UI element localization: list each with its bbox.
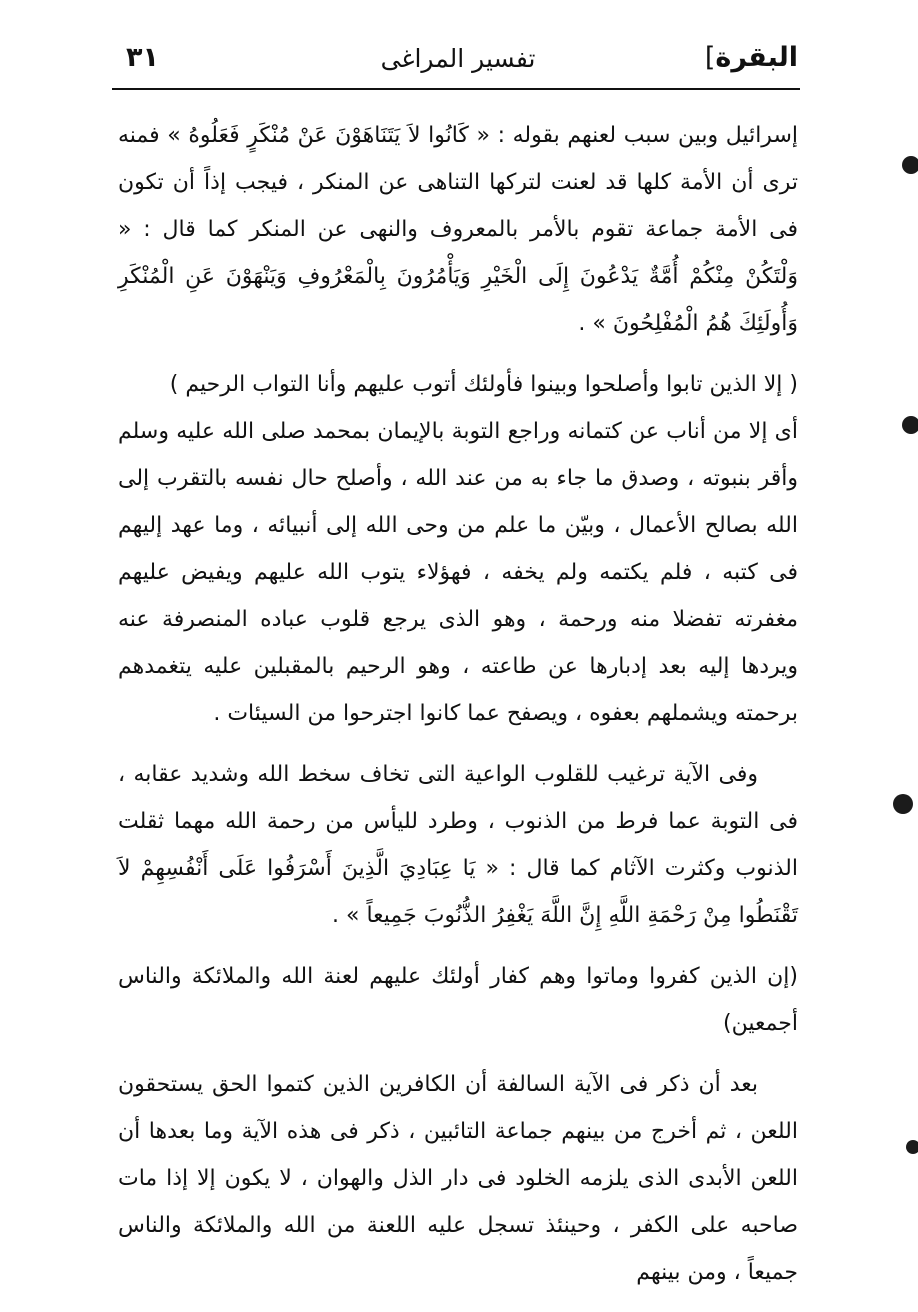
margin-mark [895, 796, 911, 812]
margin-mark [904, 418, 918, 432]
page-number: ٣١ [126, 42, 159, 73]
paragraph: أى إلا من أناب عن كتمانه وراجع التوبة بالإيمان بمحمد صلى الله عليه وسلم وأقر بنبوته ، وصدق ما جاء به من عند الله ، وأصلح حال نفسه بالتقرب إلى الله بصالح الأعمال ، وبيّن ما علم من وحى الله إلى أنبيائه ، وما عهد إليهم فى كتبه ، فلم يكتمه ولم يخفه ، فهؤلاء يتوب الله عليهم ويفيض عليهم مغفرته تفضلا منه ورحمة ، وهو الذى يرجع قلوب عباده المنصرفة عنه ويردها إليه بعد إدبارها عن طاعته ، وهو الرحيم بالمقبلين عليه يتغمدهم برحمته ويشملهم بعفوه ، ويصفح عما كانوا اجترحوا من السيئات . [118, 419, 798, 726]
book-title: تفسير المراغى [380, 44, 536, 73]
margin-mark [908, 1142, 918, 1152]
margin-mark [904, 158, 918, 172]
page-body [118, 112, 798, 1296]
surah-label: البقرة [715, 42, 798, 73]
surah-bracket: ] [704, 42, 716, 73]
verse-heading: ( إلا الذين تابوا وأصلحوا وبينوا فأولئك أتوب عليهم وأنا التواب الرحيم ) [169, 372, 798, 397]
paragraph: وفى الآية ترغيب للقلوب الواعية التى تخاف سخط الله وشديد عقابه ، فى التوبة عما فرط من الذنوب ، وطرد لليأس من رحمة الله مهما ثقلت الذنوب وكثرت الآثام كما قال : « يَا عِبَادِيَ الَّذِينَ أَسْرَفُوا عَلَى أَنْفُسِهِمْ لاَ تَقْنَطُوا مِنْ رَحْمَةِ اللَّهِ إِنَّ اللَّهَ يَغْفِرُ الذُّنُوبَ جَمِيعاً » . [118, 762, 798, 928]
verse-heading: (إن الذين كفروا وماتوا وهم كفار أولئك عليهم لعنة الله والملائكة والناس أجمعين) [118, 964, 798, 1036]
paragraph: بعد أن ذكر فى الآية السالفة أن الكافرين الذين كتموا الحق يستحقون اللعن ، ثم أخرج من بينهم جماعة التائبين ، ذكر فى هذه الآية وما بعدها أن اللعن الأبدى الذى يلزمه الخلود فى دار الذل والهوان ، لا يكون إلا إذا مات صاحبه على الكفر ، وحينئذ تسجل عليه اللعنة من الله والملائكة والناس جميعاً ، ومن بينهم [118, 1072, 798, 1285]
header-divider [112, 88, 800, 90]
paragraph: إسرائيل وبين سبب لعنهم بقوله : « كَانُوا لاَ يَتَنَاهَوْنَ عَنْ مُنْكَرٍ فَعَلُوهُ » فمنه ترى أن الأمة كلها قد لعنت لتركها التناهى عن المنكر ، فيجب إذاً أن تكون فى الأمة جماعة تقوم بالأمر بالمعروف والنهى عن المنكر كما قال : « وَلْتَكُنْ مِنْكُمْ أُمَّةٌ يَدْعُونَ إِلَى الْخَيْرِ وَيَأْمُرُونَ بِالْمَعْرُوفِ وَيَنْهَوْنَ عَنِ الْمُنْكَرِ وَأُولَئِكَ هُمُ الْمُفْلِحُونَ » . [118, 123, 798, 336]
page-header [118, 36, 798, 92]
surah-name [701, 42, 798, 73]
